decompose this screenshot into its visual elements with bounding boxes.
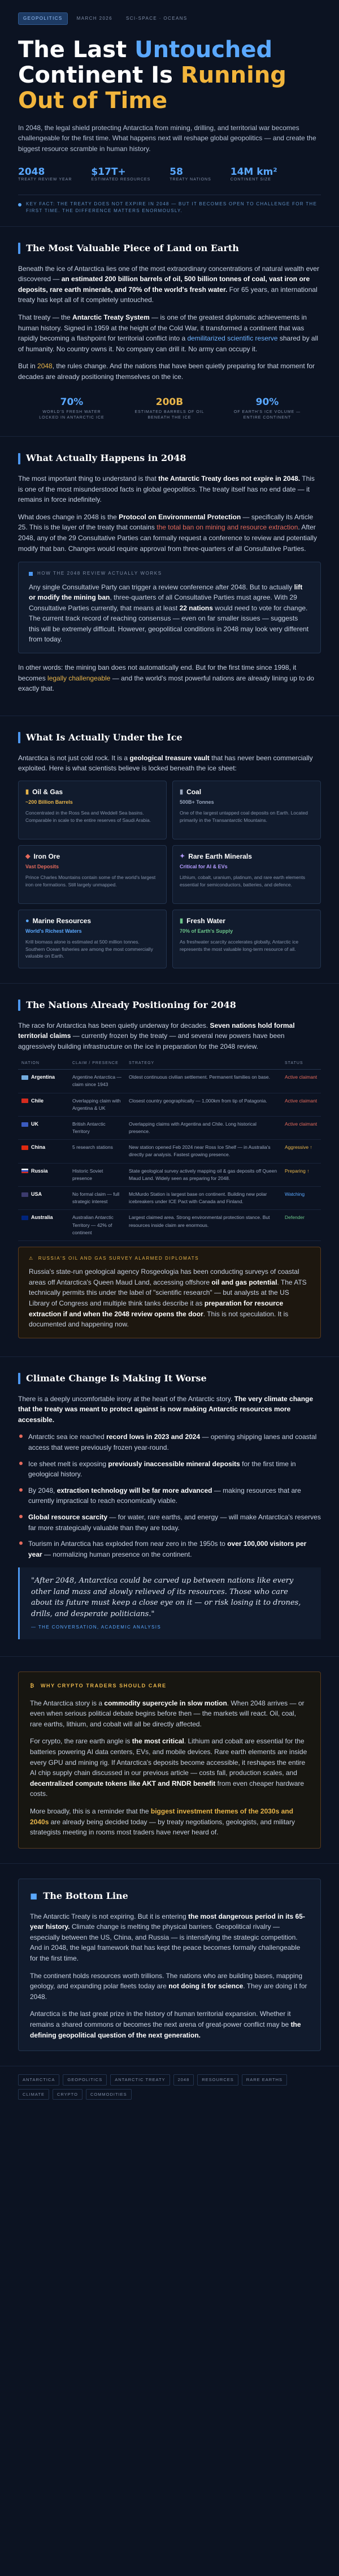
emphasis: the most dangerous period in its 65-year history.: [30, 1912, 305, 1931]
flag-icon: [21, 1192, 28, 1197]
stat-value: $17T+: [91, 166, 126, 178]
section-under-the-ice: [0, 716, 339, 983]
stat-label: OF EARTH'S ICE VOLUME — ENTIRE CONTINENT: [233, 410, 301, 420]
section-heading-text: The Nations Already Positioning for 2048: [26, 999, 236, 1010]
paragraph: [18, 662, 321, 694]
resource-subtitle: ~200 Billion Barrels: [25, 799, 73, 805]
text: The continent holds resources worth trillions. The nations who are building bases, mapping geology, and expanding polar fleets today are: [30, 1971, 303, 1991]
text: There is a deeply uncomfortable irony at the heart of the Antarctic story.: [18, 1394, 234, 1403]
flag-icon: [21, 1075, 28, 1080]
resource-card: [172, 845, 321, 904]
text: The Antarctic Treaty is not expiring. But it is entering: [30, 1912, 189, 1920]
section-heading: [18, 731, 321, 745]
text: . Lithium and cobalt are essential for the batteries powering AI data centers, EVs, and mobile devices. Rare earth elements are inside every GPU and mining rig. If Antarctica's deposits become accessible, it reshapes the entire AI chip supply chain discussed in our previous article — costs fall, production scales, and: [30, 1737, 307, 1777]
text: . They are doing it for 2048.: [30, 1982, 307, 2001]
table-header-row: [18, 1058, 321, 1069]
resource-heading: [180, 916, 314, 927]
emphasis: previously inaccessible mineral deposits: [108, 1459, 240, 1468]
topic-badge: SCI-SPACE · OCEANS: [126, 16, 188, 21]
nation-cell: [18, 1116, 69, 1139]
claim-cell: British Antarctic Territory: [69, 1116, 125, 1139]
section-heading-text: The Bottom Line: [43, 1890, 128, 1901]
title-part: Continent Is: [18, 62, 181, 89]
text: Any single Consultative Party can trigger a review conference after 2048. But to actually: [29, 583, 294, 591]
text: — making resources that are currently impractical to reach economically viable.: [28, 1486, 301, 1505]
resource-card: [172, 910, 321, 968]
highlight: biggest investment themes of the 2030s and 2040s: [30, 1807, 293, 1826]
resource-subtitle: World's Richest Waters: [25, 928, 82, 934]
key-fact-note: [18, 195, 321, 215]
resource-subtitle: 70% of Earth's Supply: [180, 928, 233, 934]
hero-stat: [91, 167, 150, 184]
iron-ore-icon: ◆: [25, 852, 31, 860]
crypto-box: [18, 1672, 321, 1849]
nation-cell: [18, 1093, 69, 1116]
square-icon: [29, 572, 33, 576]
text: Russia's state-run geological agency Rosgeologia has been conducting surveys of coastal areas off Antarctica's Queen Maud Land, accessing offshore: [29, 1268, 299, 1286]
section-heading-text: WHY CRYPTO TRADERS SHOULD CARE: [40, 1682, 167, 1688]
text: are already being decided today — by treaty negotiations, geologists, and military strategists meeting in rooms most traders have never heard of.: [30, 1817, 295, 1837]
section-heading: [18, 451, 321, 466]
alert-heading-text: RUSSIA'S OIL AND GAS SURVEY ALARMED DIPLOMATS: [38, 1255, 199, 1261]
paragraph: [18, 1020, 321, 1052]
emphasis: Antarctic Treaty System: [72, 313, 150, 322]
stat-card: [35, 397, 108, 421]
alert-heading: [29, 1255, 310, 1262]
resource-name: Marine Resources: [32, 916, 92, 925]
coal-icon: ▮: [180, 788, 184, 795]
status-cell: Active claimant: [281, 1116, 321, 1139]
pull-quote: [18, 1567, 321, 1639]
key-fact-text: KEY FACT: THE TREATY DOES NOT EXPIRE IN 2048 — BUT IT BECOMES OPEN TO CHALLENGE FOR THE FIRST TIME. THE DIFFERENCE MATTERS ENORMOUSLY.: [26, 201, 318, 214]
flag-icon: [21, 1122, 28, 1127]
tag-link[interactable]: RESOURCES: [197, 2074, 238, 2086]
resource-name: Coal: [186, 787, 202, 796]
emphasis: over 100,000 visitors per year: [28, 1540, 307, 1558]
warning-icon: ⚠: [29, 1255, 34, 1261]
section-heading: [30, 1889, 309, 1903]
column-header: CLAIM / PRESENCE: [69, 1058, 125, 1069]
callout-heading-text: HOW THE 2048 REVIEW ACTUALLY WORKS: [37, 571, 162, 576]
tag-link[interactable]: ANTARCTIC TREATY: [110, 2074, 169, 2086]
bullet-dot-icon: [19, 1488, 23, 1492]
text: The Antarctica story is a: [30, 1699, 105, 1707]
stat-label: TREATY NATIONS: [169, 178, 211, 182]
bullet-dot-icon: [19, 1462, 23, 1465]
stat-label: CONTINENT SIZE: [230, 178, 271, 182]
section-bottom-line: [0, 1863, 339, 2066]
text: — is one of the greatest diplomatic achievements in human history. Signed in 1959 at the height of the Cold War, it transformed a continent that was rapidly becoming a flashpoint for territorial conflict into a: [18, 313, 307, 343]
resource-name: Fresh Water: [186, 916, 225, 925]
column-header: STRATEGY: [125, 1058, 281, 1069]
text: Antarctica is not just cold rock. It is a: [18, 753, 130, 762]
stat-value: 14M km²: [230, 166, 277, 178]
text: Beneath the ice of Antarctica lies one of the most extraordinary concentrations of natural wealth ever discovered —: [18, 264, 319, 283]
paragraph: [18, 264, 321, 305]
resource-card: [18, 910, 167, 968]
status-cell: Aggressive ↑: [281, 1140, 321, 1163]
emphasis: the defining geopolitical question of the next generation.: [30, 2020, 301, 2039]
coin-icon: ₿: [30, 1682, 35, 1688]
paragraph: [18, 512, 321, 554]
callout-heading: [29, 570, 310, 577]
text: that has never been commercially exploited. Here is what scientists believe is locked beneath the ice sheet:: [18, 753, 313, 773]
section-heading: [30, 1682, 309, 1690]
tag-link[interactable]: CRYPTO: [53, 2089, 82, 2100]
nation-name: Australia: [31, 1214, 53, 1221]
paragraph: [18, 1394, 321, 1425]
column-header: STATUS: [281, 1058, 321, 1069]
list-item: [18, 1512, 321, 1533]
list-item: [18, 1459, 321, 1480]
emphasis: oil and gas potential: [211, 1278, 277, 1286]
nation-cell: [18, 1140, 69, 1163]
russia-alert: [18, 1247, 321, 1338]
list-item: [18, 1539, 321, 1560]
emphasis: extraction technology will be far more advanced: [56, 1486, 212, 1494]
hero-stat: [169, 167, 211, 184]
nation-name: Argentina: [31, 1074, 55, 1080]
bottom-line-box: [18, 1879, 321, 2051]
lead-paragraph: In 2048, the legal shield protecting Antarctica from mining, drilling, and territorial war becomes challengeable for the first time. What happens next will reshape global geopolitics — and create the biggest resource scramble in human history.: [18, 123, 316, 153]
section-nations: [0, 983, 339, 1356]
stat-cards: [18, 389, 321, 422]
tag-link[interactable]: 2048: [173, 2074, 194, 2086]
heading-bar-icon: [18, 732, 20, 743]
flag-icon: [21, 1099, 28, 1103]
resource-subtitle: Critical for AI & EVs: [180, 864, 228, 870]
resource-subtitle: Vast Deposits: [25, 864, 59, 870]
resource-heading: [25, 916, 159, 927]
review-callout: [18, 562, 321, 653]
list-item: [18, 1485, 321, 1506]
text: — and the world's most powerful nations are already lining up to do exactly that.: [18, 674, 314, 693]
cube-icon: ◼: [30, 1890, 38, 1901]
bullet-dot-icon: [19, 1541, 23, 1545]
nation-name: UK: [31, 1121, 38, 1127]
tag-link[interactable]: GEOPOLITICS: [63, 2074, 107, 2086]
emphasis: the most critical: [132, 1737, 184, 1746]
text: , the rules change. And the nations that have been quietly preparing for that moment for decades are already positioning themselves on the ice.: [18, 362, 315, 381]
section-heading-text: Climate Change Is Making It Worse: [26, 1372, 207, 1384]
resource-name: Oil & Gas: [32, 787, 63, 796]
stat-card: [231, 397, 304, 421]
nation-name: Russia: [31, 1168, 48, 1174]
text: For crypto, the rare earth angle is: [30, 1737, 132, 1746]
stat-value: 90%: [255, 396, 279, 408]
stat-label: ESTIMATED RESOURCES: [91, 178, 151, 182]
emphasis: an estimated 200 billion barrels of oil, 500 billion tonnes of coal, vast iron ore deposits, rare earth minerals, and 70% of the world's fresh water.: [18, 275, 310, 294]
strategy-cell: McMurdo Station is largest base on continent. Building new polar icebreakers under ICE Pact with Canada and Finland.: [125, 1186, 281, 1209]
sparkle-icon: ✦: [180, 852, 185, 860]
section-heading: [18, 242, 321, 256]
bullet-dot-icon: [18, 203, 21, 206]
nation-cell: [18, 1186, 69, 1209]
emphasis: the Antarctic Treaty does not expire in 2048.: [158, 474, 301, 483]
text: For 65 years, an international treaty has kept all of it completely untouched.: [18, 285, 318, 304]
text: — currently frozen by the treaty — and several new powers have been aggressively building infrastructure on the ice in preparation for the 2048 review.: [18, 1032, 285, 1050]
section-heading: [18, 998, 321, 1013]
emphasis: preparation for resource extraction if and when the 2048 review opens the door: [29, 1299, 284, 1318]
text: By 2048,: [28, 1486, 57, 1494]
tag-link[interactable]: COMMODITIES: [86, 2089, 132, 2100]
badge-row: [18, 12, 321, 25]
text: from even cheaper hardware costs.: [30, 1779, 305, 1798]
resource-name: Rare Earth Minerals: [188, 852, 252, 860]
bullet-dot-icon: [19, 1515, 23, 1518]
resource-description: Lithium, cobalt, uranium, platinum, and rare earth elements essential for semiconductors, batteries, and defence.: [180, 875, 306, 888]
text: Climate change is melting the physical barriers. Geopolitical rivalry — especially between the US, China, and Russia — is intensifying the strategic competition. And in 2048, the legal framework that has kept the peace becomes formally challengeable for the first time.: [30, 1923, 301, 1962]
resource-heading: [180, 851, 314, 862]
hero-stats: [18, 167, 321, 184]
water-icon: ▮: [180, 917, 184, 924]
resource-card: [18, 781, 167, 839]
strategy-cell: Largest claimed area. Strong environmental protection stance. But resources inside claim are enormous.: [125, 1210, 281, 1241]
resource-name: Iron Ore: [33, 852, 60, 860]
section-2048: [0, 436, 339, 716]
resource-description: As freshwater scarcity accelerates globally, Antarctic ice represents the most valuable long-term resource of all.: [180, 939, 299, 952]
text: Antarctic sea ice reached: [28, 1433, 107, 1441]
paragraph: [30, 1698, 309, 1730]
column-header: NATION: [18, 1058, 69, 1069]
text: . The ATS technically permits this under the label of "scientific research" — but analysts at the US Library of Congress and multiple think tanks describe it as: [29, 1278, 307, 1308]
flag-icon: [21, 1145, 28, 1150]
section-most-valuable-land: [0, 226, 339, 436]
nation-name: USA: [31, 1191, 42, 1197]
claim-cell: 5 research stations: [69, 1140, 125, 1163]
claim-cell: Historic Soviet presence: [69, 1163, 125, 1186]
strategy-cell: Closest country geographically — 1,000km from tip of Patagonia.: [125, 1093, 281, 1116]
stat-value: 200B: [155, 396, 184, 408]
paragraph: [30, 1806, 309, 1838]
nation-cell: [18, 1210, 69, 1241]
status-cell: Watching: [281, 1186, 321, 1209]
text: — opening shipping lanes and coastal access that were previously frozen year-round.: [28, 1433, 317, 1451]
paragraph: [30, 2009, 309, 2040]
nation-name: China: [31, 1144, 46, 1151]
text: The race for Antarctica has been quietly underway for decades.: [18, 1021, 210, 1029]
fish-icon: ●: [25, 917, 29, 924]
tag-link[interactable]: RARE EARTHS: [242, 2074, 287, 2086]
text: Antarctica is the last great prize in the history of human territorial expansion. Whether it remains a shared commons or becomes the next arena of great-power conflict may be: [30, 2010, 291, 2028]
nation-name: Chile: [31, 1097, 44, 1104]
hero-stat: [231, 167, 277, 184]
alert-text: [29, 1267, 310, 1330]
table-row: [18, 1163, 321, 1186]
bullet-dot-icon: [19, 1435, 23, 1438]
stat-label: ESTIMATED BARRELS OF OIL BENEATH THE ICE: [134, 410, 205, 420]
text: In other words: the mining ban does not automatically end. But for the first time since 1998, it becomes: [18, 664, 297, 682]
emphasis: 22 nations: [179, 604, 213, 612]
stat-card: [133, 397, 206, 421]
strategy-cell: New station opened Feb 2024 near Ross Ice Shelf — in Australia's directly par analysis. Fastest growing presence.: [125, 1140, 281, 1163]
strategy-cell: State geological survey actively mapping oil & gas deposits off Queen Maud Land. Widely seen as preparing for 2048.: [125, 1163, 281, 1186]
nation-cell: [18, 1163, 69, 1186]
text: for the first time in geological history.: [28, 1459, 296, 1479]
climate-bullets: [18, 1432, 321, 1560]
emphasis: Seven nations hold formal territorial claims: [18, 1021, 295, 1040]
status-cell: Defender: [281, 1210, 321, 1241]
section-crypto: [0, 1656, 339, 1863]
callout-text: [29, 582, 310, 645]
claim-cell: Australian Antarctic Territory — 42% of continent: [69, 1210, 125, 1241]
quote-text: "After 2048, Antarctica could be carved up between nations like every other land mass and slowly relieved of its resources. Those who care about its future must keep a close eye on it — or risk losing it to drones, drills, and desperate politicians.": [31, 1576, 301, 1618]
stat-value: 58: [169, 166, 183, 178]
paragraph: [18, 473, 321, 505]
paragraph: [18, 361, 321, 382]
resource-heading: [25, 851, 159, 862]
heading-bar-icon: [18, 1373, 20, 1384]
title-highlight: Untouched: [134, 37, 273, 63]
resource-subtitle: 500B+ Tonnes: [180, 799, 214, 805]
table-row: [18, 1070, 321, 1093]
paragraph: [30, 1736, 309, 1799]
nation-cell: [18, 1070, 69, 1093]
text: That treaty — the: [18, 313, 73, 322]
heading-bar-icon: [18, 1000, 20, 1011]
emphasis: decentralized compute tokens like AKT and RNDR benefit: [30, 1779, 216, 1787]
resource-description: Concentrated in the Ross Sea and Weddell Sea basins. Comparable in scale to the entire reserves of Saudi Arabia.: [25, 810, 151, 823]
list-item: [18, 1432, 321, 1453]
emphasis: geological treasure vault: [129, 753, 210, 762]
resource-card: [172, 781, 321, 839]
text: . This is not speculation. It is documented and happening now.: [29, 1309, 289, 1329]
text: . When 2048 arrives — or even when serious political debate begins before then — the markets will react. Oil, coal, rare earths, lithium, and cobalt will all be directly affected.: [30, 1699, 305, 1728]
resource-heading: [180, 787, 314, 798]
strategy-cell: Overlapping claims with Argentina and Chile. Long historical presence.: [125, 1116, 281, 1139]
emphasis: Global resource scarcity: [28, 1513, 108, 1521]
text: . After 2048, any of the 29 Consultative Parties can formally request a conference to review and potentially modify that ban. Changes would require approval from three-quarters of all Consultative Parties.: [18, 523, 317, 553]
text: would need to vote for change. The current track record of reaching consensus — even on far smaller issues — suggests this will be extremely difficult. However, geopolitical conditions in 2048 may look very different from today.: [29, 604, 309, 644]
hero-stat: [18, 167, 72, 184]
text: What does change in 2048 is the: [18, 512, 119, 521]
table-row: [18, 1116, 321, 1139]
tag-link[interactable]: ANTARCTICA: [18, 2074, 59, 2086]
paragraph: [18, 753, 321, 774]
resource-heading: [25, 787, 159, 798]
highlight: demilitarized scientific reserve: [187, 334, 278, 343]
text: Ice sheet melt is exposing: [28, 1459, 108, 1468]
resource-description: One of the largest untapped coal deposits on Earth. Located primarily in the Transantarctic Mountains.: [180, 810, 308, 823]
stat-value: 70%: [60, 396, 84, 408]
emphasis: not doing it for science: [168, 1982, 244, 1991]
flag-icon: [21, 1169, 28, 1173]
heading-bar-icon: [18, 453, 20, 464]
text: , three-quarters of all Consultative Parties must agree. With 29 Consultative Parties currently, that means at least: [29, 593, 297, 612]
text: — for water, rare earths, and energy — will make Antarctica's reserves far more strategically valuable than they are today.: [28, 1513, 321, 1532]
title-part: The Last: [18, 37, 135, 63]
table-row: [18, 1186, 321, 1209]
status-cell: Preparing ↑: [281, 1163, 321, 1186]
section-heading-text: What Actually Happens in 2048: [26, 453, 186, 464]
resource-description: Prince Charles Mountains contain some of the world's largest iron ore formations. Still largely unmapped.: [25, 875, 156, 888]
hero-header: [0, 0, 339, 226]
paragraph: [30, 1971, 309, 2002]
section-heading: [18, 1372, 321, 1386]
table-row: [18, 1093, 321, 1116]
tag-footer: [0, 2066, 339, 2112]
text: — specifically its Article 25. This is the layer of the treaty that contains: [18, 512, 314, 532]
paragraph: [18, 312, 321, 354]
stat-value: 2048: [18, 166, 45, 178]
stat-label: TREATY REVIEW YEAR: [18, 178, 72, 182]
paragraph: [30, 1911, 309, 1964]
nations-table: [18, 1058, 321, 1240]
resource-grid: [18, 781, 321, 968]
tag-link[interactable]: CLIMATE: [18, 2089, 49, 2100]
highlight: the total ban on mining and resource extraction: [157, 523, 298, 532]
stat-label: WORLD'S FRESH WATER LOCKED IN ANTARCTIC ICE: [39, 410, 105, 420]
status-cell: Active claimant: [281, 1070, 321, 1093]
heading-bar-icon: [18, 243, 20, 254]
oil-barrel-icon: ▮: [25, 788, 29, 795]
highlight: legally challengeable: [47, 674, 111, 682]
flag-icon: [21, 1216, 28, 1220]
claim-cell: Overlapping claim with Argentina & UK: [69, 1093, 125, 1116]
section-climate: [0, 1356, 339, 1656]
status-cell: Active claimant: [281, 1093, 321, 1116]
emphasis: Protocol on Environmental Protection: [119, 512, 241, 521]
text: — normalizing human presence on the continent.: [42, 1550, 192, 1558]
resource-description: Krill biomass alone is estimated at 500 million tonnes. Southern Ocean fisheries are among the most commercially valuable on Earth.: [25, 939, 153, 959]
emphasis: commodity supercycle in slow motion: [104, 1699, 227, 1707]
title-highlight: Running Out of Time: [18, 62, 286, 114]
text: More broadly, this is a reminder that the: [30, 1807, 151, 1815]
table-row: [18, 1210, 321, 1241]
claim-cell: No formal claim — full strategic interest: [69, 1186, 125, 1209]
text: shared by all of humanity. No country owns it. No company can drill it. No army can occupy it.: [18, 334, 318, 353]
table-row: [18, 1140, 321, 1163]
section-heading-text: The Most Valuable Piece of Land on Earth: [26, 242, 239, 253]
text: Tourism in Antarctica has exploded from near zero in the 1950s to: [28, 1540, 228, 1548]
emphasis: record lows in 2023 and 2024: [106, 1433, 201, 1441]
strategy-cell: Oldest continuous civilian settlement. Permanent families on base.: [125, 1070, 281, 1093]
resource-card: [18, 845, 167, 904]
section-heading-text: What Is Actually Under the Ice: [26, 731, 182, 743]
text: This is one of the most misunderstood facts in global geopolitics. The treaty itself has no end date — it remains in force indefinitely.: [18, 474, 315, 504]
emphasis: The very climate change that the treaty was meant to protect against is now making Antarctic resources more accessible.: [18, 1394, 314, 1424]
highlight: 2048: [37, 362, 53, 371]
page-title: [18, 37, 321, 113]
quote-source: — THE CONVERSATION, ACADEMIC ANALYSIS: [31, 1625, 162, 1630]
text: But in: [18, 362, 38, 371]
category-badge[interactable]: GEOPOLITICS: [18, 12, 68, 25]
claim-cell: Argentine Antarctica — claim since 1943: [69, 1070, 125, 1093]
emphasis: lift or modify the mining ban: [29, 583, 303, 602]
text: The most important thing to understand is that: [18, 474, 159, 483]
date-badge: MARCH 2026: [76, 16, 112, 21]
